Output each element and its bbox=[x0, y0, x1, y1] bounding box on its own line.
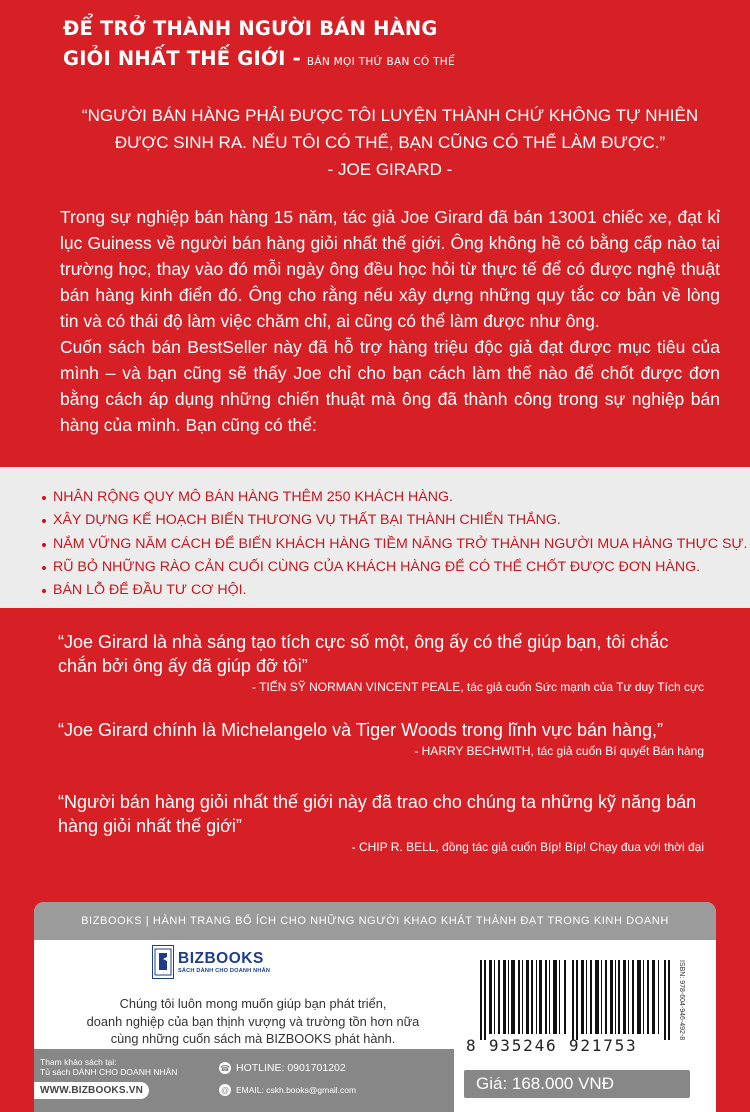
publisher-message-line-1: Chúng tôi luôn mong muốn giúp bạn phát triển, bbox=[119, 996, 387, 1011]
list-item bbox=[42, 556, 748, 579]
logo-emblem-svg bbox=[154, 948, 172, 976]
bullet-dot-icon bbox=[42, 566, 46, 570]
title-line-2-text: GIỎI NHẤT THẾ GIỚI - bbox=[63, 47, 301, 70]
publisher-message bbox=[58, 995, 448, 1048]
title-subtitle: BÁN MỌI THỨ BẠN CÓ THỂ bbox=[306, 56, 455, 68]
barcode-area bbox=[466, 960, 686, 1056]
reference-line-2: Tủ sách DÀNH CHO DOANH NHÂN bbox=[40, 1067, 178, 1077]
list-item bbox=[42, 509, 748, 532]
list-item bbox=[42, 579, 748, 602]
top-quote-author: - JOE GIRARD - bbox=[327, 160, 453, 179]
hotline-row bbox=[219, 1057, 356, 1079]
publisher-panel bbox=[34, 902, 716, 1112]
testimonial-attribution: - TIẾN SỸ NORMAN VINCENT PEALE, tác giả cuốn Sức mạnh của Tư duy Tích cực bbox=[251, 680, 704, 694]
phone-icon: ☎ bbox=[220, 1063, 230, 1073]
top-quote bbox=[60, 102, 720, 183]
benefit-text: XÂY DỰNG KẾ HOẠCH BIẾN THƯƠNG VỤ THẤT BẠI THÀNH CHIẾN THẮNG. bbox=[53, 512, 561, 529]
testimonial-quote: “Joe Girard chính là Michelangelo và Tiger Woods trong lĩnh vực bán hàng,” bbox=[58, 720, 664, 740]
logo-tagline: SÁCH DÀNH CHO DOANH NHÂN bbox=[178, 967, 271, 974]
benefits-band bbox=[0, 467, 750, 608]
testimonial-attribution: - HARRY BECHWITH, tác giả cuốn Bí quyết Bán hàng bbox=[414, 744, 704, 758]
bullet-dot-icon bbox=[42, 543, 46, 547]
logo-text bbox=[178, 950, 270, 975]
description-paragraph-2: Cuốn sách bán BestSeller này đã hỗ trợ hàng triệu độc giả đạt được mục tiêu của mình – và bạn cũng sẽ thấy Joe chỉ cho bạn cách làm thế nào để chốt được đơn bằng cách áp dụng những chiến thuật mà ông đã thành công trong sự nghiệp bán hàng của mình. Bạn cũng có thể: bbox=[60, 337, 720, 435]
logo-emblem-icon bbox=[152, 945, 174, 979]
logo-brand: BIZBOOKS bbox=[178, 949, 264, 967]
email-row bbox=[219, 1079, 356, 1101]
bullet-dot-icon bbox=[42, 519, 46, 523]
benefit-text: RŨ BỎ NHỮNG RÀO CẢN CUỐI CÙNG CỦA KHÁCH HÀNG ĐỂ CÓ THỂ CHỐT ĐƯỢC ĐƠN HÀNG. bbox=[53, 558, 701, 575]
testimonial bbox=[58, 790, 704, 856]
title-line-1: ĐỂ TRỞ THÀNH NGƯỜI BÁN HÀNG bbox=[63, 17, 438, 40]
barcode-icon bbox=[480, 960, 670, 1040]
description-paragraph-1: Trong sự nghiệp bán hàng 15 năm, tác giả Joe Girard đã bán 13001 chiếc xe, đạt kỉ lục Guiness về người bán hàng giỏi nhất thế giới. Ông không hề có bằng cấp nào tại trường học, thay vào đó mỗi ngày ông đều học hỏi từ thực tế để có được nghệ thuật bán hàng kinh điển đó. Ông cho rằng nếu xây dựng những quy tắc cơ bản về lòng tin và có thái độ làm việc chăm chỉ, ai cũng có thể làm được như ông. bbox=[60, 207, 720, 331]
reference-block bbox=[34, 1057, 204, 1099]
testimonial-quote: “Joe Girard là nhà sáng tạo tích cực số một, ông ấy có thể giúp bạn, tôi chắc chắn bởi ông ấy đã giúp đỡ tôi” bbox=[58, 632, 669, 676]
top-quote-line-2: ĐƯỢC SINH RA. NẾU TÔI CÓ THỂ, BẠN CŨNG CÓ THỂ LÀM ĐƯỢC.” bbox=[114, 133, 666, 152]
bizbooks-logo bbox=[152, 945, 270, 979]
benefits-list bbox=[42, 486, 748, 602]
email-icon: @ bbox=[220, 1085, 230, 1095]
price-label: Giá: 168.000 VNĐ bbox=[464, 1070, 690, 1098]
title-line-2 bbox=[63, 44, 455, 77]
benefit-text: BÁN LỖ ĐỂ ĐẦU TƯ CƠ HỘI. bbox=[53, 582, 247, 599]
cover-title bbox=[63, 14, 455, 77]
hotline-text: HOTLINE: 0901701202 bbox=[236, 1062, 346, 1074]
bullet-dot-icon bbox=[42, 589, 46, 593]
benefit-text: NẮM VỮNG NĂM CÁCH ĐỂ BIẾN KHÁCH HÀNG TIỀM NĂNG TRỞ THÀNH NGƯỜI MUA HÀNG THỰC SỰ. bbox=[53, 535, 748, 552]
publisher-header: BIZBOOKS | HÀNH TRANG BỔ ÍCH CHO NHỮNG NGƯỜI KHAO KHÁT THÀNH ĐẠT TRONG KINH DOANH bbox=[34, 902, 716, 940]
top-quote-line-1: “NGƯỜI BÁN HÀNG PHẢI ĐƯỢC TÔI LUYỆN THÀNH CHỨ KHÔNG TỰ NHIÊN bbox=[81, 106, 699, 125]
list-item bbox=[42, 533, 748, 556]
publisher-message-line-2: doanh nghiệp của bạn thịnh vượng và trường tồn hơn nữa bbox=[86, 1013, 420, 1029]
description bbox=[60, 204, 720, 438]
benefit-text: NHÂN RỘNG QUY MÔ BÁN HÀNG THÊM 250 KHÁCH HÀNG. bbox=[53, 489, 453, 505]
contact-block bbox=[219, 1057, 356, 1101]
list-item bbox=[42, 486, 748, 509]
reference-line-1: Tham khảo sách tại: bbox=[40, 1057, 117, 1067]
email-text: EMAIL: cskh.books@gmail.com bbox=[236, 1085, 357, 1095]
publisher-message-line-3: cùng những cuốn sách mà BIZBOOKS phát hành. bbox=[110, 1031, 396, 1046]
website-link[interactable]: WWW.BIZBOOKS.VN bbox=[34, 1082, 149, 1099]
testimonial bbox=[58, 718, 704, 760]
isbn-vertical bbox=[674, 960, 686, 1056]
barcode-digits: 8 935246 921753 bbox=[466, 1036, 638, 1055]
testimonial bbox=[58, 630, 704, 696]
isbn-text: ISBN: 978-604-946-492-8 bbox=[678, 960, 685, 1041]
testimonial-quote: “Người bán hàng giỏi nhất thế giới này đã trao cho chúng ta những kỹ năng bán hàng giỏi nhất thế giới” bbox=[58, 792, 697, 836]
contact-bar bbox=[34, 1049, 454, 1112]
bullet-dot-icon bbox=[42, 496, 46, 500]
testimonial-attribution: - CHIP R. BELL, đồng tác giả cuốn Bíp! Bíp! Chạy đua với thời đại bbox=[351, 840, 704, 854]
